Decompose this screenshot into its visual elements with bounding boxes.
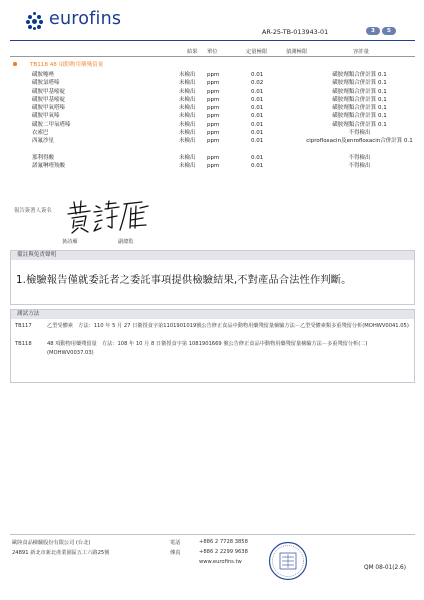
fax-label: 傳真	[170, 550, 181, 556]
method-code: TB118	[15, 341, 32, 347]
certification-seal-icon	[268, 541, 308, 581]
company-address: 24891 新北市新北產業園區五工六路25號	[12, 550, 110, 556]
table-row	[10, 121, 415, 129]
test-group-name: 48 項動物用藥殘留量	[49, 62, 104, 68]
result-value: 未檢出	[179, 113, 196, 120]
notes-panel	[10, 250, 415, 305]
result-value: 未檢出	[179, 130, 196, 137]
handwritten-signature-image	[64, 198, 154, 234]
limit-value: 不得檢出	[348, 130, 371, 137]
loq-value: 0.01	[251, 154, 264, 161]
limit-value: 磺胺劑類合併計算 0.1	[332, 113, 387, 120]
table-row	[10, 129, 415, 137]
limit-value: 不得檢出	[348, 163, 371, 170]
limit-value: 磺胺劑類合併計算 0.1	[332, 88, 387, 95]
result-value: 未檢出	[179, 96, 196, 103]
eurofins-logo	[26, 10, 146, 32]
table-row	[10, 137, 415, 154]
header-divider	[10, 40, 415, 41]
unit-value: ppm	[207, 96, 220, 103]
unit-value: ppm	[207, 130, 220, 137]
col-header-lod: 偵測極限	[286, 49, 308, 55]
limit-value: 磺胺劑類合併計算 0.1	[332, 105, 387, 112]
logo-dots-icon	[26, 12, 44, 30]
col-header-limit: 容許量	[353, 49, 369, 55]
loq-value: 0.01	[251, 113, 264, 120]
analyte-name: 磺胺二甲氧嗒嗪	[32, 121, 71, 128]
loq-value: 0.01	[251, 96, 264, 103]
loq-value: 0.01	[251, 105, 264, 112]
analyte-name: 磺胺甲基嘧啶	[32, 88, 66, 95]
col-header-loq: 定量極限	[246, 49, 268, 55]
test-group-header	[10, 59, 415, 69]
result-table-body	[10, 71, 415, 171]
notes-heading: 備註與免責聲明	[11, 251, 414, 260]
loq-value: 0.02	[251, 80, 264, 87]
unit-value: ppm	[207, 154, 220, 161]
test-methods-panel	[10, 309, 415, 383]
form-code: QM 08-01(2.6)	[364, 565, 406, 571]
table-row	[10, 88, 415, 96]
footer-divider	[10, 534, 415, 535]
table-header-divider	[10, 56, 415, 57]
signature-label: 報告簽署人簽名	[14, 208, 52, 214]
table-row	[10, 112, 415, 120]
analyte-name: 磺胺甲氧嗪	[32, 113, 60, 120]
analyte-name: 磺胺甲基嘧啶	[32, 96, 66, 103]
analyte-name: 諾氟啉喹羧酸	[32, 163, 66, 170]
limit-value: ciprofloxacin及enrofloxacin合併計算 0.1	[306, 138, 413, 145]
table-row	[10, 71, 415, 79]
result-value: 未檢出	[179, 121, 196, 128]
signer-name: 黃詩雁	[62, 239, 78, 245]
unit-value: ppm	[207, 105, 220, 112]
table-row	[10, 104, 415, 112]
method-description: 乙型受體素 方法：110 年 5 月 27 日衛授食字第1101901019號公告修正食品中動物用藥殘留量檢驗方法－乙型受體素類多重殘留分析(MOHWV0041.05)	[47, 323, 409, 329]
fax-number: +886 2 2299 9638	[199, 549, 248, 555]
analyte-name: 磺胺氯嗒嗪	[32, 80, 60, 87]
unit-value: ppm	[207, 88, 220, 95]
limit-value: 磺胺劑類合併計算 0.1	[332, 80, 387, 87]
analyte-name: 磺胺噻唑	[32, 72, 55, 78]
unit-value: ppm	[207, 163, 220, 170]
signer-title: 副總監	[118, 239, 134, 245]
methods-heading: 測試方法	[11, 310, 414, 319]
result-value: 未檢出	[179, 105, 196, 112]
page-indicator	[366, 27, 396, 36]
analyte-name: 衣索巴	[32, 130, 49, 137]
analyte-name: 西氟沙星	[32, 138, 55, 145]
phone-label: 電話	[170, 540, 181, 546]
analyte-name: 磺胺甲氧嗒嗪	[32, 105, 66, 112]
col-header-unit: 單位	[207, 49, 218, 55]
unit-value: ppm	[207, 113, 220, 120]
report-number: AR-25-TB-013943-01	[262, 28, 329, 36]
test-group-code: TB118	[30, 62, 48, 68]
company-name: 歐陸食品檢驗股份有限公司 (台北)	[12, 540, 91, 546]
disclaimer-text: 1.檢驗報告僅就委託者之委託事項提供檢驗結果,不對產品合法性作判斷。	[16, 275, 352, 286]
method-description: 48 項動物用藥殘留量 方法：108 年 10 月 8 日衛授食字第 1081901669 號公告修正食品中動物用藥殘留量檢驗方法－多重殘留分析(二)(MOHWV0037.03)	[47, 341, 368, 356]
loq-value: 0.01	[251, 163, 264, 170]
method-code: TB117	[15, 323, 32, 329]
website-link[interactable]: www.eurofins.tw	[199, 559, 242, 565]
table-row	[10, 79, 415, 87]
loq-value: 0.01	[251, 72, 264, 78]
col-header-result: 結果	[187, 49, 198, 55]
limit-value: 不得檢出	[348, 154, 371, 161]
test-group-title	[30, 60, 103, 68]
result-value: 未檢出	[179, 72, 196, 78]
unit-value: ppm	[207, 80, 220, 87]
page-total-badge: 5	[382, 27, 396, 35]
page-current-badge: 3	[366, 27, 380, 35]
loq-value: 0.01	[251, 121, 264, 128]
unit-value: ppm	[207, 121, 220, 128]
table-row	[10, 162, 415, 170]
phone-number: +886 2 7728 3858	[199, 539, 248, 545]
table-row	[10, 96, 415, 104]
limit-value: 磺胺劑類合併計算 0.1	[332, 72, 387, 78]
result-value: 未檢出	[179, 163, 196, 170]
result-value: 未檢出	[179, 80, 196, 87]
limit-value: 磺胺劑類合併計算 0.1	[332, 96, 387, 103]
analyte-name: 那利得酸	[32, 154, 55, 161]
table-row	[10, 154, 415, 162]
result-value: 未檢出	[179, 138, 196, 145]
unit-value: ppm	[207, 72, 220, 78]
result-value: 未檢出	[179, 154, 196, 161]
bullet-icon	[13, 62, 17, 66]
result-value: 未檢出	[179, 88, 196, 95]
unit-value: ppm	[207, 138, 220, 145]
loq-value: 0.01	[251, 130, 264, 137]
limit-value: 磺胺劑類合併計算 0.1	[332, 121, 387, 128]
brand-name: eurofins	[49, 9, 122, 29]
loq-value: 0.01	[251, 88, 264, 95]
loq-value: 0.01	[251, 138, 264, 145]
